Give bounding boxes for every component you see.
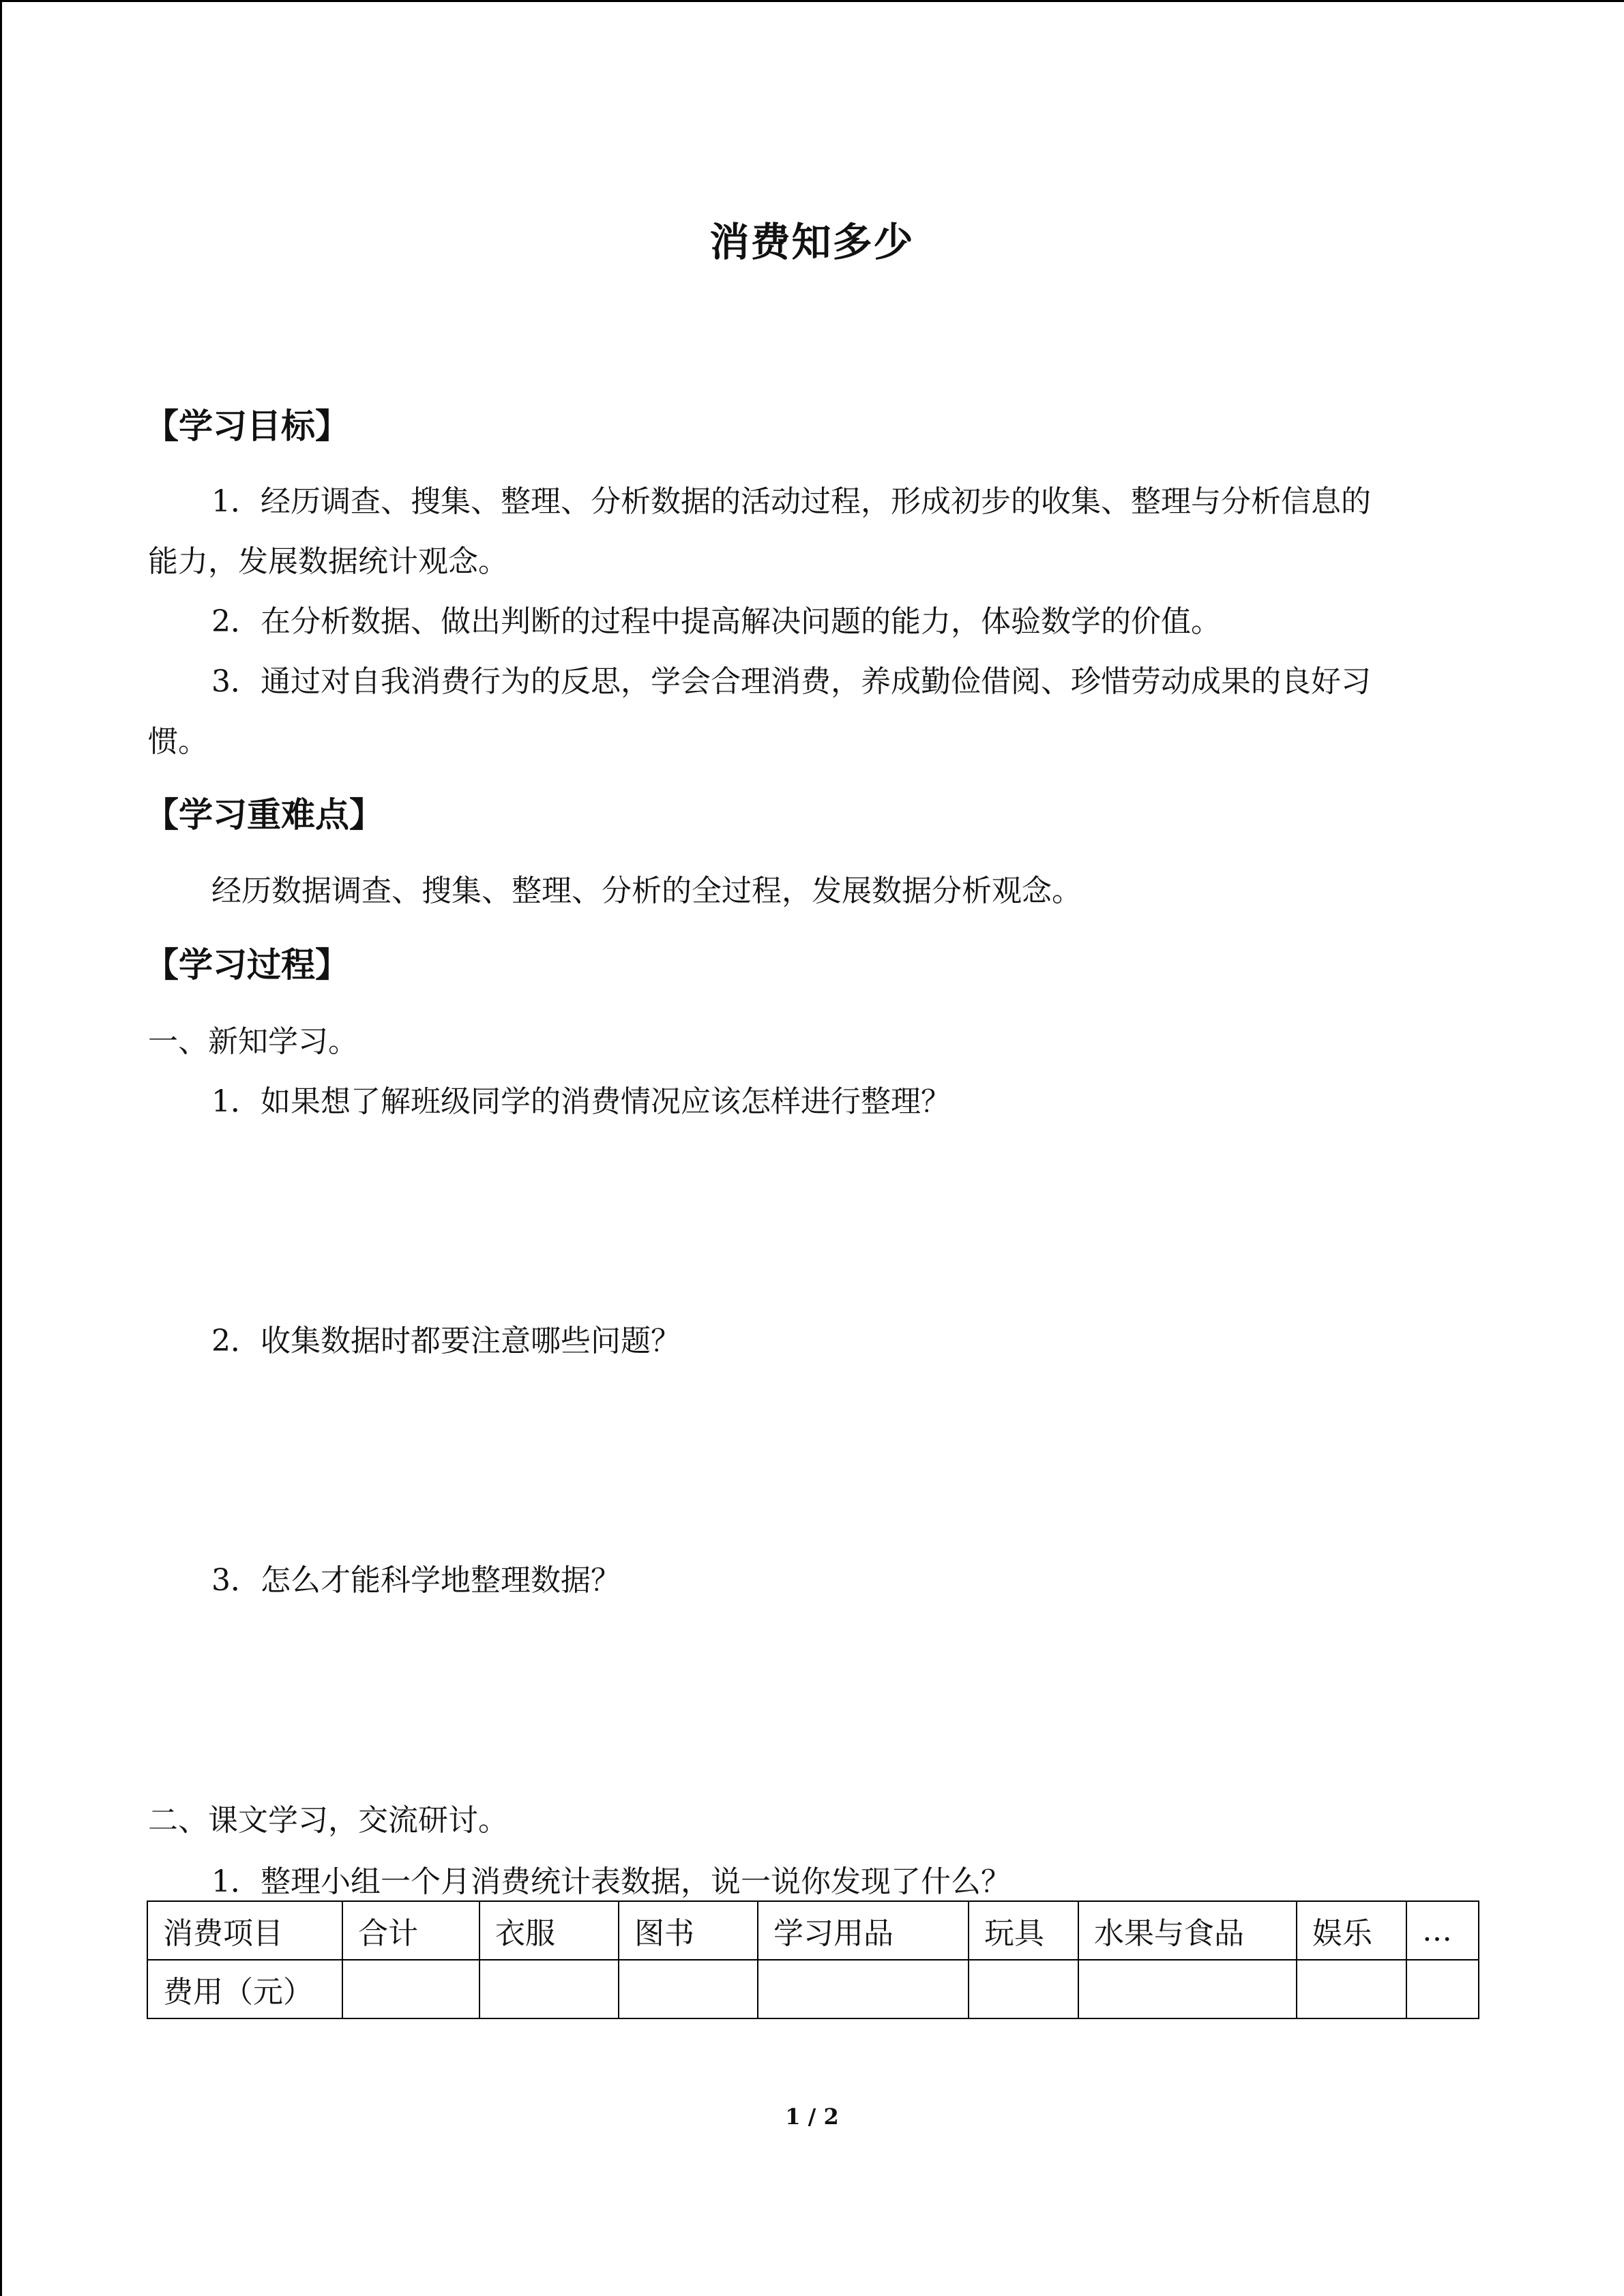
objective-line-3: 2．在分析数据、做出判断的过程中提高解决问题的能力，体验数学的价值。: [211, 604, 1221, 639]
table-cell[interactable]: [1078, 1960, 1297, 2018]
table-cell[interactable]: [1297, 1960, 1406, 2018]
objective-line-2: 能力，发展数据统计观念。: [148, 544, 508, 579]
objective-line-4: 3．通过对自我消费行为的反思，学会合理消费，养成勤俭借阅、珍惜劳动成果的良好习: [211, 664, 1371, 699]
table-header-cell: 消费项目: [147, 1901, 342, 1960]
table-header-cell: 玩具: [969, 1901, 1078, 1960]
page-number: 1 / 2: [785, 2104, 839, 2130]
objectives-heading: 【学习目标】: [145, 406, 349, 446]
table-header-cell: 学习用品: [758, 1901, 969, 1960]
table-cell[interactable]: [1406, 1960, 1479, 2018]
key-points-heading: 【学习重难点】: [145, 795, 383, 835]
answer-space-3[interactable]: [148, 1609, 1478, 1800]
part1-question-3: 3．怎么才能科学地整理数据？: [211, 1563, 621, 1598]
process-heading: 【学习过程】: [145, 945, 349, 985]
part2-question-1: 1．整理小组一个月消费统计表数据，说一说你发现了什么？: [211, 1864, 1011, 1899]
key-points-text: 经历数据调查、搜集、整理、分析的全过程，发展数据分析观念。: [211, 874, 1082, 908]
page-left-border: [0, 0, 2, 2296]
page-top-border: [0, 0, 1624, 2]
table-header-cell: 图书: [619, 1901, 758, 1960]
table-header-cell: 水果与食品: [1078, 1901, 1297, 1960]
table-cell[interactable]: [479, 1960, 619, 2018]
table-header-cell: 衣服: [479, 1901, 619, 1960]
table-header-cell: 娱乐: [1297, 1901, 1406, 1960]
part1-question-1: 1．如果想了解班级同学的消费情况应该怎样进行整理？: [211, 1084, 951, 1119]
consumption-table: [147, 1900, 1479, 2019]
table-row: [147, 1960, 1479, 2018]
document-title: 消费知多少: [709, 219, 915, 265]
answer-space-2[interactable]: [148, 1371, 1478, 1562]
part1-title: 一、新知学习。: [148, 1024, 358, 1059]
table-header-cell: …: [1406, 1901, 1479, 1960]
table-cell[interactable]: [619, 1960, 758, 2018]
objective-line-5: 惯。: [148, 724, 208, 759]
table-row-label: 费用（元）: [147, 1960, 342, 2018]
table-cell[interactable]: [969, 1960, 1078, 2018]
table-cell[interactable]: [758, 1960, 969, 2018]
part1-question-2: 2．收集数据时都要注意哪些问题？: [211, 1324, 681, 1358]
part2-title: 二、课文学习，交流研讨。: [148, 1803, 508, 1838]
objective-line-1: 1．经历调查、搜集、整理、分析数据的活动过程，形成初步的收集、整理与分析信息的: [211, 484, 1371, 519]
table-cell[interactable]: [342, 1960, 479, 2018]
table-header-row: [147, 1901, 1479, 1960]
answer-space-1[interactable]: [148, 1132, 1478, 1323]
table-header-cell: 合计: [342, 1901, 479, 1960]
